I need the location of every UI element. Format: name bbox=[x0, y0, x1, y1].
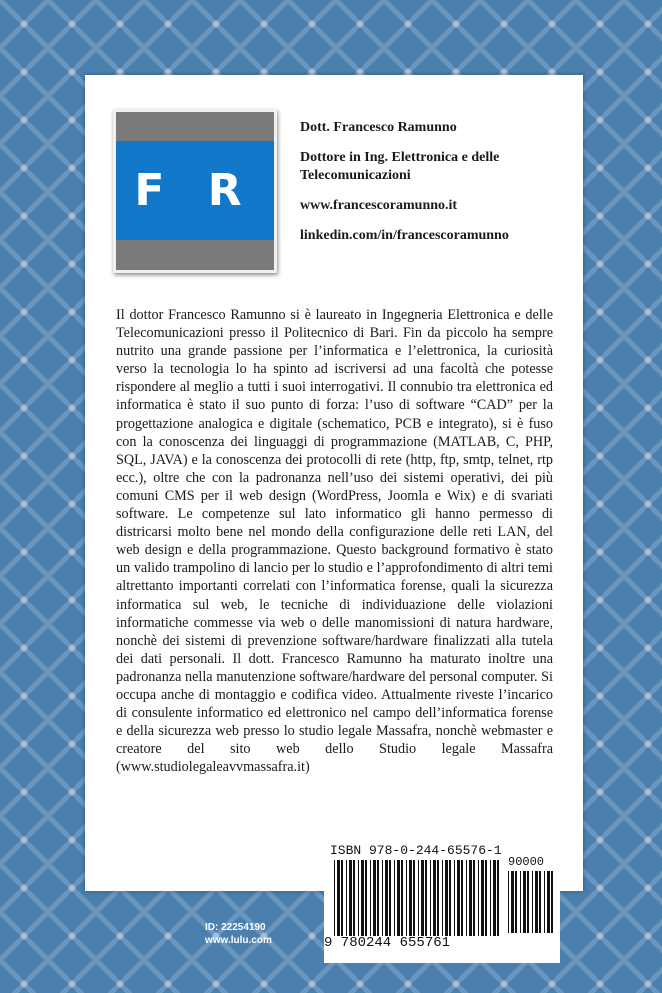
barcode-bar bbox=[430, 860, 431, 936]
barcode-bar bbox=[353, 860, 355, 936]
barcode-bar bbox=[449, 860, 451, 936]
barcode-bar bbox=[365, 860, 367, 936]
barcode-bar bbox=[551, 871, 553, 933]
barcode-bar bbox=[382, 860, 383, 936]
barcode-bar bbox=[473, 860, 475, 936]
barcode-bar bbox=[535, 871, 538, 933]
lulu-info bbox=[205, 921, 272, 947]
barcode-bar bbox=[466, 860, 467, 936]
barcode-bar bbox=[385, 860, 388, 936]
author-website[interactable]: www.francescoramunno.it bbox=[300, 198, 458, 213]
author-info bbox=[300, 119, 570, 257]
barcode-bar bbox=[515, 871, 517, 933]
barcode-bar bbox=[454, 860, 455, 936]
addon-barcode-bars bbox=[508, 871, 554, 941]
barcode-bar bbox=[547, 871, 550, 933]
barcode-bar bbox=[361, 860, 364, 936]
barcode-bar bbox=[508, 871, 509, 933]
lulu-url: www.lulu.com bbox=[205, 935, 272, 946]
barcode-bar bbox=[523, 871, 526, 933]
lulu-id: ID: 22254190 bbox=[205, 922, 266, 933]
barcode-bar bbox=[532, 871, 533, 933]
barcode-bar bbox=[493, 860, 496, 936]
barcode-bar bbox=[341, 860, 343, 936]
barcode-bar bbox=[445, 860, 448, 936]
barcode-bar bbox=[413, 860, 415, 936]
author-name: Dott. Francesco Ramunno bbox=[300, 120, 457, 135]
barcode-bar bbox=[469, 860, 472, 936]
barcode-bar bbox=[349, 860, 352, 936]
isbn-label: ISBN 978-0-244-65576-1 bbox=[330, 843, 502, 858]
barcode-bar bbox=[461, 860, 463, 936]
author-biography: Il dottor Francesco Ramunno si è laureato in Ingegneria Elettronica e delle Telecomunicazioni presso il Politecnico di Bari. Fin da piccolo ha sempre nutrito una grande passione per l’informatica e l’elettronica, la curiosità verso la tecnologia lo ha spinto ad iscriversi ad una facoltà che potesse rispondere al meglio a tutti i suoi interrogativi. Il connubio tra elettronica ed informatica è stato il suo punto di forza: l’uso di software “CAD” per la progettazione analogica e digitale (schematico, PCB e integrato), si è fuso con la conoscenza dei linguaggi di programmazione (MATLAB, C, PHP, SQL, JAVA) e la conoscenza dei protocolli di rete (http, ftp, smtp, telnet, rtp ecc.), oltre che con la padronanza nell’uso dei sistemi operativi, dei più comuni CMS per il web design (WordPress, Joomla e Wix) e di svariati software. Le competenze sul lato informatico gli hanno permesso di districarsi molto bene nel mondo della configurazione delle reti LAN, del web design e della programmazione. Questo background formativo è stato un valido trampolino di lancio per lo studio e l’approfondimento di altri temi altrettanto importanti correlati con l’informatica forense, quali la sicurezza informatica sul web, le tecniche di individuazione delle violazioni informatiche commesse via web o delle manomissioni di natura hardware, nonchè dei sistemi di prevenzione software/hardware finalizzati alla tutela dei dati personali. Il dott. Francesco Ramunno ha maturato inoltre una padronanza nella manutenzione software/hardware del personal computer. Si occupa anche di montaggio e codifica video. Attualmente riveste l’incarico di consulente informatico ed elettronico nel campo dell’informatica forense e della sicurezza web presso lo studio legale Massafra, nonchè webmaster e creatore del sito web dello Studio legale Massafra (www.studiolegaleavvmassafra.it) bbox=[116, 307, 553, 776]
barcode-bar bbox=[478, 860, 479, 936]
barcode-bar bbox=[520, 871, 521, 933]
barcode-bar bbox=[485, 860, 487, 936]
addon-price: 90000 bbox=[508, 855, 545, 869]
barcode-bar bbox=[421, 860, 424, 936]
barcode-bar bbox=[406, 860, 407, 936]
barcode-bar bbox=[425, 860, 427, 936]
barcode-bar bbox=[433, 860, 436, 936]
barcode-bar bbox=[527, 871, 529, 933]
barcode-bar bbox=[370, 860, 371, 936]
author-title: Dottore in Ing. Elettronica e delle Telecomunicazioni bbox=[300, 150, 500, 183]
barcode-bar bbox=[337, 860, 340, 936]
barcode-bar bbox=[490, 860, 491, 936]
barcode-bar bbox=[394, 860, 395, 936]
logo-initials: F R bbox=[116, 141, 274, 240]
barcode-bar bbox=[481, 860, 484, 936]
barcode-bar bbox=[457, 860, 460, 936]
barcode-bar bbox=[397, 860, 400, 936]
barcode-bar bbox=[409, 860, 412, 936]
barcode-bar bbox=[437, 860, 439, 936]
author-linkedin[interactable]: linkedin.com/in/francescoramunno bbox=[300, 228, 509, 243]
barcode-bar bbox=[401, 860, 403, 936]
barcode-bar bbox=[544, 871, 545, 933]
barcode-bar bbox=[373, 860, 376, 936]
barcode-bar bbox=[377, 860, 379, 936]
barcode-digits: 9 780244 655761 bbox=[324, 935, 451, 951]
barcode-bar bbox=[358, 860, 359, 936]
barcode-bar bbox=[539, 871, 541, 933]
author-logo bbox=[113, 109, 277, 273]
barcode-bar bbox=[511, 871, 514, 933]
isbn-barcode bbox=[324, 843, 560, 963]
barcode-bar bbox=[334, 860, 335, 936]
barcode-bar bbox=[418, 860, 419, 936]
barcode-bar bbox=[442, 860, 443, 936]
barcode-bar bbox=[346, 860, 347, 936]
barcode-bar bbox=[497, 860, 499, 936]
barcode-bar bbox=[389, 860, 391, 936]
ean-barcode-bars bbox=[334, 860, 504, 940]
